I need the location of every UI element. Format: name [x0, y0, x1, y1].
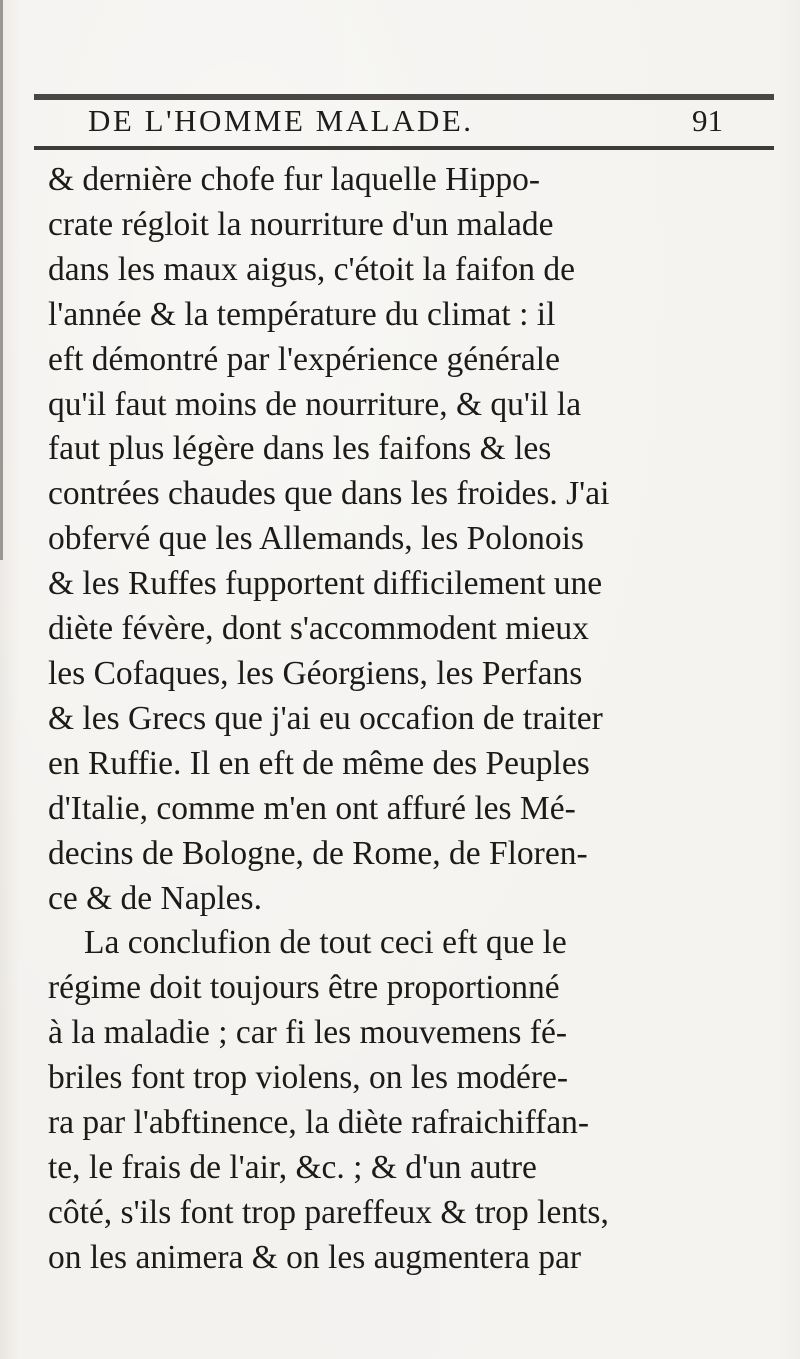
text-line: decins de Bologne, de Rome, de Floren- — [48, 834, 588, 872]
text-line: faut plus légère dans les faifons & les — [48, 430, 552, 468]
text-line: briles font trop violens, on les modére- — [48, 1059, 569, 1097]
text-line: dans les maux aigus, c'étoit la faifon de — [48, 250, 575, 288]
text-line: côté, s'ils font trop pareffeux & trop lents, — [48, 1193, 609, 1231]
text-line: & les Grecs que j'ai eu occafion de traiter — [48, 699, 603, 737]
text-line: l'année & la température du climat : il — [48, 295, 556, 333]
page-edge-shadow — [0, 0, 3, 560]
text-line: en Ruffie. Il en eft de même des Peuples — [48, 744, 590, 782]
text-line: te, le frais de l'air, &c. ; & d'un autre — [48, 1148, 537, 1186]
text-line: ra par l'abftinence, la diète rafraichiffan- — [48, 1104, 590, 1142]
text-line: obfervé que les Allemands, les Polonois — [48, 520, 584, 558]
text-line: qu'il faut moins de nourriture, & qu'il la — [48, 385, 582, 423]
text-line: à la maladie ; car fi les mouvemens fé- — [48, 1014, 568, 1052]
text-line: contrées chaudes que dans les froides. J'ai — [48, 475, 610, 513]
text-line: régime doit toujours être proportionné — [48, 969, 560, 1007]
body-text — [48, 158, 768, 1281]
text-line: crate régloit la nourriture d'un malade — [48, 205, 554, 243]
text-line: les Cofaques, les Géorgiens, les Perfans — [48, 654, 583, 692]
text-line: ce & de Naples. — [48, 879, 262, 917]
text-line: on les animera & on les augmentera par — [48, 1238, 582, 1276]
page-header — [0, 100, 800, 148]
text-line: eft démontré par l'expérience générale — [48, 340, 560, 378]
running-head: DE L'HOMME MALADE. — [88, 103, 474, 138]
text-line: diète févère, dont s'accommodent mieux — [48, 610, 589, 648]
text-line-paragraph-start: La conclufion de tout ceci eft que le — [84, 924, 567, 962]
page-number: 91 — [692, 103, 723, 138]
text-line: & dernière chofe fur laquelle Hippo- — [48, 161, 541, 198]
text-line: d'Italie, comme m'en ont affuré les Mé- — [48, 789, 576, 827]
text-line: & les Ruffes fupportent difficilement une — [48, 565, 603, 603]
header-rule — [34, 146, 774, 150]
